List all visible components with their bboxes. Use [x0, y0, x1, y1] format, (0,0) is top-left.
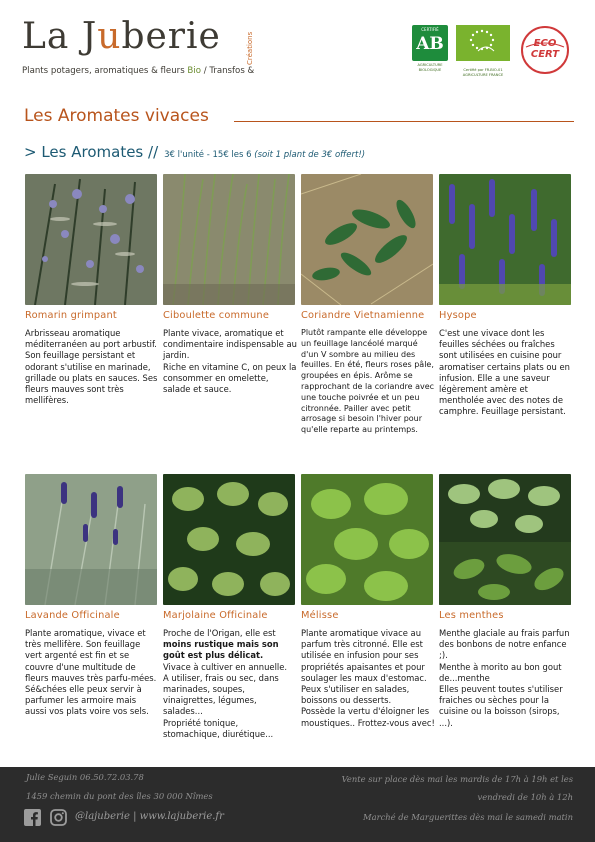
ab-caption: AGRICULTURE BIOLOGIQUE [417, 63, 443, 72]
card-desc-marjolaine [163, 628, 297, 740]
card-title-coriandre: Coriandre Vietnamienne [301, 310, 425, 321]
brand-name-part: La J [22, 16, 98, 57]
card-title-lavande: Lavande Officinale [25, 610, 120, 621]
lavender-photo [25, 474, 157, 605]
page-title: Les Aromates vivaces [24, 106, 209, 126]
tagline-text: / Transfos & [200, 66, 255, 76]
footer [0, 767, 595, 842]
desc-paragraph: Vivace à cultiver en annuelle. [163, 661, 288, 672]
desc-paragraph: Plante aromatique vivace au parfum très citronné. Elle est utilisée en infusion pour ses propriétés apaisantes et pour soulager les maux d'estomac. Peux s'utiliser en salades, boissons ou desserts. [301, 628, 427, 706]
footer-social-link[interactable]: @lajuberie | www.lajuberie.fr [75, 811, 224, 822]
footer-address: 1459 chemin du pont des îles 30 000 Nîmes [26, 791, 213, 801]
card-desc-menthes [439, 628, 573, 729]
tagline-text: Plants potagers, aromatiques & fleurs [22, 66, 188, 76]
desc-paragraph: Arbrisseau aromatique méditerranéen au port arbustif. Son feuillage persistant et odorant s'utilise en marinade, grillade ou plats en sauces. Ses fleurs mauves sont très mellifères. [25, 328, 158, 406]
desc-paragraph: A utiliser, frais ou sec, dans marinades, soupes, vinaigrettes, légumes, salades... [163, 672, 279, 717]
desc-paragraph: Possède la vertu d'éloigner les moustiques.. Frottez-vous avec! [301, 706, 435, 728]
chives-photo [163, 174, 295, 305]
card-desc-hysope [439, 328, 573, 418]
card-desc-coriandre [301, 328, 435, 436]
lemon-balm-photo [301, 474, 433, 605]
footer-sale-line1: Vente sur place dès mai les mardis de 17h à 19h et les [341, 774, 573, 784]
ecocert-line1: ECO [533, 38, 557, 49]
ab-small-label: CERTIFIÉ [421, 27, 439, 32]
footer-contact: Julie Seguin 06.50.72.03.78 [26, 772, 144, 782]
desc-paragraph [163, 628, 297, 662]
footer-sale-line2: vendredi de 10h à 12h [477, 792, 573, 802]
rosemary-photo [25, 174, 157, 305]
facebook-icon[interactable] [24, 809, 41, 830]
card-desc-romarin [25, 328, 159, 406]
card-title-ciboulette: Ciboulette commune [163, 310, 270, 321]
card-title-menthes: Les menthes [439, 610, 504, 621]
price-note: (soit 1 plant de 3€ offert!) [254, 150, 366, 160]
card-desc-melisse [301, 628, 435, 729]
marjoram-photo [163, 474, 295, 605]
card-desc-ciboulette [163, 328, 297, 395]
section-price [164, 150, 365, 160]
footer-market: Marché de Marguerittes dès mai le samedi matin [363, 812, 573, 822]
desc-intro: Proche de l'Origan, elle est [163, 628, 276, 638]
card-title-marjolaine: Marjolaine Officinale [163, 610, 268, 621]
card-title-romarin: Romarin grimpant [25, 310, 117, 321]
brand-tagline [22, 66, 254, 76]
desc-paragraph: Riche en vitamine C, on peux la consommer en omelette, salade et sauce. [163, 361, 297, 395]
desc-bold: moins rustique mais son goût est plus délicat. [163, 639, 279, 661]
vietnamese-coriander-photo [301, 174, 433, 305]
ab-certification-logo [412, 25, 448, 75]
ecocert-line2: CERT [530, 49, 560, 60]
desc-paragraph: Propriété tonique, stomachique, diurétique... [163, 717, 274, 739]
instagram-icon[interactable] [50, 809, 67, 830]
card-desc-lavande [25, 628, 159, 718]
ecocert-logo [518, 25, 572, 75]
eu-caption: Certifié par FR-BIO-01 AGRICULTURE FRANCE [462, 68, 504, 77]
eu-organic-logo [456, 25, 510, 75]
desc-paragraph: Menthe glaciale au frais parfun des bonbons de notre enfance ;). [439, 628, 570, 661]
brand-logo [22, 16, 221, 57]
desc-paragraph: C'est une vivace dont les feuilles séchées ou fraîches sont utilisées en cuisine pour aromatiser certains plats ou en infusion. Elle a une saveur légèrement amère et mentholée avec des notes de camphre. Feuillage persistant. [439, 328, 570, 417]
section-heading: > Les Aromates // [24, 143, 159, 161]
desc-paragraph: Plante aromatique, vivace et très mellifère. Son feuillage vert argenté est fin et se couvre d'une multitude de fleurs mauves très parfu-mées. Sé&chées elle peux servir à parfumer les armoire mais aussi vos plats voire vos sels. [25, 628, 157, 717]
desc-paragraph: Plutôt rampante elle développe un feuillage lancéolé marqué d'un V sombre au milieu des feuilles. En été, fleurs roses pâle, groupées en épis. Arôme se rapprochant de la coriandre avec une touche poivrée et un peu citronnée. Pailler avec petit arrosage si besoin l'hiver pour qu'elle reparte au printemps. [301, 328, 435, 435]
mint-photo [439, 474, 571, 605]
hyssop-photo [439, 174, 571, 305]
brand-name-part: berie [121, 16, 221, 57]
ecocert-text [518, 38, 572, 60]
card-title-hysope: Hysope [439, 310, 477, 321]
desc-paragraph: Elles peuvent toutes s'utiliser fraiches ou sèches pour la cuisine ou la boisson (sirops, ...). [439, 684, 563, 728]
desc-paragraph: Menthe à morito au bon gout de...menthe [439, 661, 562, 683]
section-header [24, 142, 365, 161]
eu-leaf-icon [456, 25, 510, 61]
brand-name-accent: u [97, 16, 122, 57]
desc-paragraph: Plante vivace, aromatique et condimentaire indispensable au jardin. [163, 328, 297, 361]
brand-creations: Créations [246, 31, 254, 65]
ab-letters: AB [416, 34, 444, 54]
tagline-bio: Bio [187, 66, 201, 76]
price-text: 3€ l'unité - 15€ les 6 [164, 150, 255, 160]
card-title-melisse: Mélisse [301, 610, 339, 621]
ab-badge [412, 25, 448, 61]
title-divider [234, 121, 574, 122]
